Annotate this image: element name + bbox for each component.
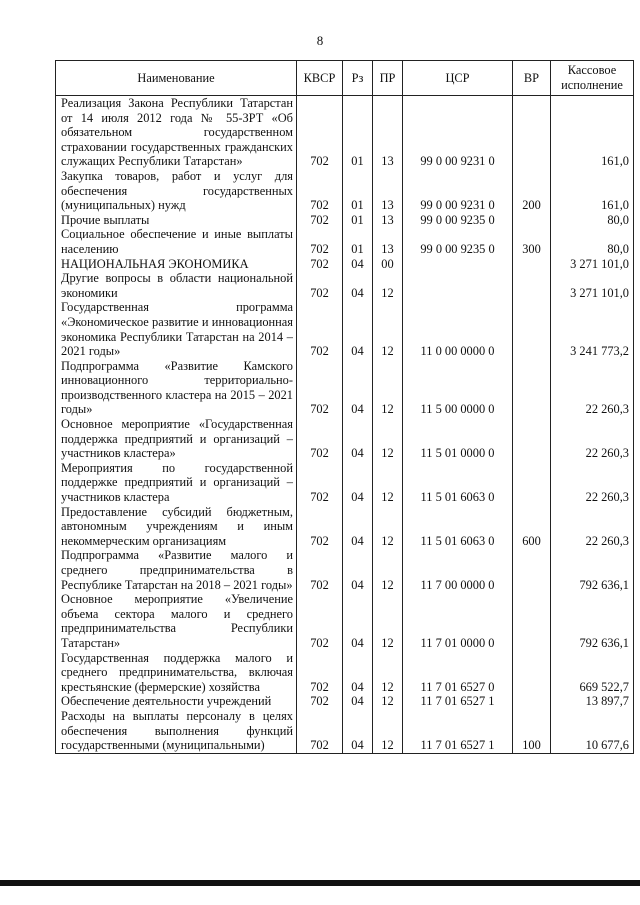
table-row [56, 213, 634, 228]
table-row [56, 359, 634, 417]
cell-vr: 200 [513, 169, 551, 213]
cell-kvsr: 702 [297, 592, 343, 650]
cell-name: Закупка товаров, работ и услуг для обеспечения государственных (муниципальных) нужд [56, 169, 297, 213]
table-row [56, 227, 634, 256]
cell-rz: 04 [343, 694, 373, 709]
table-header-row [56, 61, 634, 96]
cell-amount: 3 271 101,0 [551, 271, 634, 300]
cell-amount: 669 522,7 [551, 651, 634, 695]
cell-kvsr: 702 [297, 709, 343, 753]
cell-amount: 3 241 773,2 [551, 300, 634, 358]
cell-pr: 12 [373, 709, 403, 753]
cell-csr: 99 0 00 9231 0 [403, 96, 513, 169]
cell-rz: 04 [343, 271, 373, 300]
table-row [56, 257, 634, 272]
cell-csr [403, 257, 513, 272]
cell-rz: 04 [343, 592, 373, 650]
table-body [56, 96, 634, 754]
cell-vr [513, 271, 551, 300]
cell-kvsr: 702 [297, 548, 343, 592]
page-number: 8 [316, 33, 324, 48]
cell-csr: 99 0 00 9231 0 [403, 169, 513, 213]
cell-kvsr: 702 [297, 96, 343, 169]
cell-pr: 12 [373, 548, 403, 592]
cell-rz: 04 [343, 257, 373, 272]
cell-csr: 99 0 00 9235 0 [403, 213, 513, 228]
cell-rz: 04 [343, 300, 373, 358]
cell-pr: 00 [373, 257, 403, 272]
table-row [56, 694, 634, 709]
cell-pr: 12 [373, 359, 403, 417]
cell-kvsr: 702 [297, 694, 343, 709]
cell-pr: 12 [373, 505, 403, 549]
cell-kvsr: 702 [297, 227, 343, 256]
cell-kvsr: 702 [297, 300, 343, 358]
table-row [56, 592, 634, 650]
header-rz: Рз [343, 61, 373, 96]
cell-csr: 11 7 01 0000 0 [403, 592, 513, 650]
cell-pr: 13 [373, 213, 403, 228]
cell-name: НАЦИОНАЛЬНАЯ ЭКОНОМИКА [56, 257, 297, 272]
cell-amount: 161,0 [551, 169, 634, 213]
cell-vr [513, 548, 551, 592]
cell-kvsr: 702 [297, 417, 343, 461]
header-kvsr: КВСР [297, 61, 343, 96]
cell-name: Подпрограмма «Развитие малого и среднего предпринимательства в Республике Татарстан на 2018 – 2021 годы» [56, 548, 297, 592]
cell-amount: 22 260,3 [551, 461, 634, 505]
cell-name: Другие вопросы в области национальной экономики [56, 271, 297, 300]
cell-rz: 01 [343, 169, 373, 213]
header-amount: Кассовое исполнение [551, 61, 634, 96]
cell-csr: 11 5 01 6063 0 [403, 461, 513, 505]
cell-rz: 04 [343, 461, 373, 505]
cell-csr: 11 5 01 6063 0 [403, 505, 513, 549]
cell-name: Предоставление субсидий бюджетным, автономным учреждениям и иным некоммерческим организациям [56, 505, 297, 549]
cell-vr [513, 417, 551, 461]
cell-vr [513, 694, 551, 709]
cell-amount: 22 260,3 [551, 359, 634, 417]
table-row [56, 548, 634, 592]
table-row [56, 505, 634, 549]
cell-kvsr: 702 [297, 651, 343, 695]
table-row [56, 417, 634, 461]
cell-name: Реализация Закона Республики Татарстан от 14 июля 2012 года № 55-ЗРТ «Об обязательном государственном страховании государственных гражданских служащих Республики Татарстан» [56, 96, 297, 169]
cell-amount: 80,0 [551, 213, 634, 228]
cell-name: Расходы на выплаты персоналу в целях обеспечения выполнения функций государственными (муниципальными) [56, 709, 297, 753]
cell-amount: 22 260,3 [551, 505, 634, 549]
cell-pr: 12 [373, 271, 403, 300]
cell-vr [513, 96, 551, 169]
cell-rz: 01 [343, 213, 373, 228]
cell-kvsr: 702 [297, 257, 343, 272]
cell-name: Подпрограмма «Развитие Камского инновационного территориально-производственного кластера на 2015 – 2021 годы» [56, 359, 297, 417]
cell-vr [513, 213, 551, 228]
table-row [56, 271, 634, 300]
cell-pr: 12 [373, 300, 403, 358]
cell-kvsr: 702 [297, 359, 343, 417]
cell-amount: 792 636,1 [551, 548, 634, 592]
cell-name: Государственная программа «Экономическое развитие и инновационная экономика Республики Татарстан на 2014 – 2021 годы» [56, 300, 297, 358]
cell-kvsr: 702 [297, 271, 343, 300]
cell-pr: 12 [373, 417, 403, 461]
cell-csr: 11 5 00 0000 0 [403, 359, 513, 417]
header-csr: ЦСР [403, 61, 513, 96]
cell-pr: 12 [373, 461, 403, 505]
cell-csr: 11 5 01 0000 0 [403, 417, 513, 461]
cell-rz: 04 [343, 417, 373, 461]
cell-vr [513, 300, 551, 358]
cell-vr: 100 [513, 709, 551, 753]
cell-name: Государственная поддержка малого и среднего предпринимательства, включая крестьянские (фермерские) хозяйства [56, 651, 297, 695]
cell-rz: 04 [343, 359, 373, 417]
cell-csr: 11 7 01 6527 1 [403, 709, 513, 753]
cell-vr [513, 651, 551, 695]
cell-name: Основное мероприятие «Государственная поддержка предприятий и организаций – участников кластера» [56, 417, 297, 461]
cell-pr: 12 [373, 694, 403, 709]
table-row [56, 169, 634, 213]
cell-csr: 99 0 00 9235 0 [403, 227, 513, 256]
cell-vr [513, 592, 551, 650]
cell-vr [513, 461, 551, 505]
header-name: Наименование [56, 61, 297, 96]
cell-amount: 3 271 101,0 [551, 257, 634, 272]
budget-execution-table [55, 60, 634, 754]
cell-rz: 01 [343, 96, 373, 169]
cell-rz: 01 [343, 227, 373, 256]
cell-amount: 80,0 [551, 227, 634, 256]
cell-csr: 11 7 01 6527 1 [403, 694, 513, 709]
cell-pr: 12 [373, 651, 403, 695]
cell-amount: 792 636,1 [551, 592, 634, 650]
cell-csr: 11 7 01 6527 0 [403, 651, 513, 695]
cell-csr: 11 7 00 0000 0 [403, 548, 513, 592]
cell-name: Мероприятия по государственной поддержке предприятий и организаций – участников кластера [56, 461, 297, 505]
cell-rz: 04 [343, 505, 373, 549]
header-pr: ПР [373, 61, 403, 96]
cell-amount: 22 260,3 [551, 417, 634, 461]
cell-name: Социальное обеспечение и иные выплаты населению [56, 227, 297, 256]
cell-amount: 161,0 [551, 96, 634, 169]
table-row [56, 709, 634, 753]
scan-bottom-edge [0, 880, 640, 886]
header-vr: ВР [513, 61, 551, 96]
cell-csr [403, 271, 513, 300]
cell-name: Обеспечение деятельности учреждений [56, 694, 297, 709]
cell-pr: 12 [373, 592, 403, 650]
cell-name: Прочие выплаты [56, 213, 297, 228]
cell-rz: 04 [343, 709, 373, 753]
cell-vr [513, 359, 551, 417]
cell-rz: 04 [343, 548, 373, 592]
table-row [56, 96, 634, 169]
cell-pr: 13 [373, 169, 403, 213]
cell-kvsr: 702 [297, 461, 343, 505]
table-row [56, 651, 634, 695]
cell-name: Основное мероприятие «Увеличение объема сектора малого и среднего предпринимательства Республики Татарстан» [56, 592, 297, 650]
cell-amount: 13 897,7 [551, 694, 634, 709]
cell-vr: 300 [513, 227, 551, 256]
cell-kvsr: 702 [297, 169, 343, 213]
cell-rz: 04 [343, 651, 373, 695]
cell-kvsr: 702 [297, 505, 343, 549]
table-row [56, 461, 634, 505]
cell-vr: 600 [513, 505, 551, 549]
cell-amount: 10 677,6 [551, 709, 634, 753]
cell-pr: 13 [373, 227, 403, 256]
cell-pr: 13 [373, 96, 403, 169]
table-row [56, 300, 634, 358]
cell-vr [513, 257, 551, 272]
cell-csr: 11 0 00 0000 0 [403, 300, 513, 358]
cell-kvsr: 702 [297, 213, 343, 228]
